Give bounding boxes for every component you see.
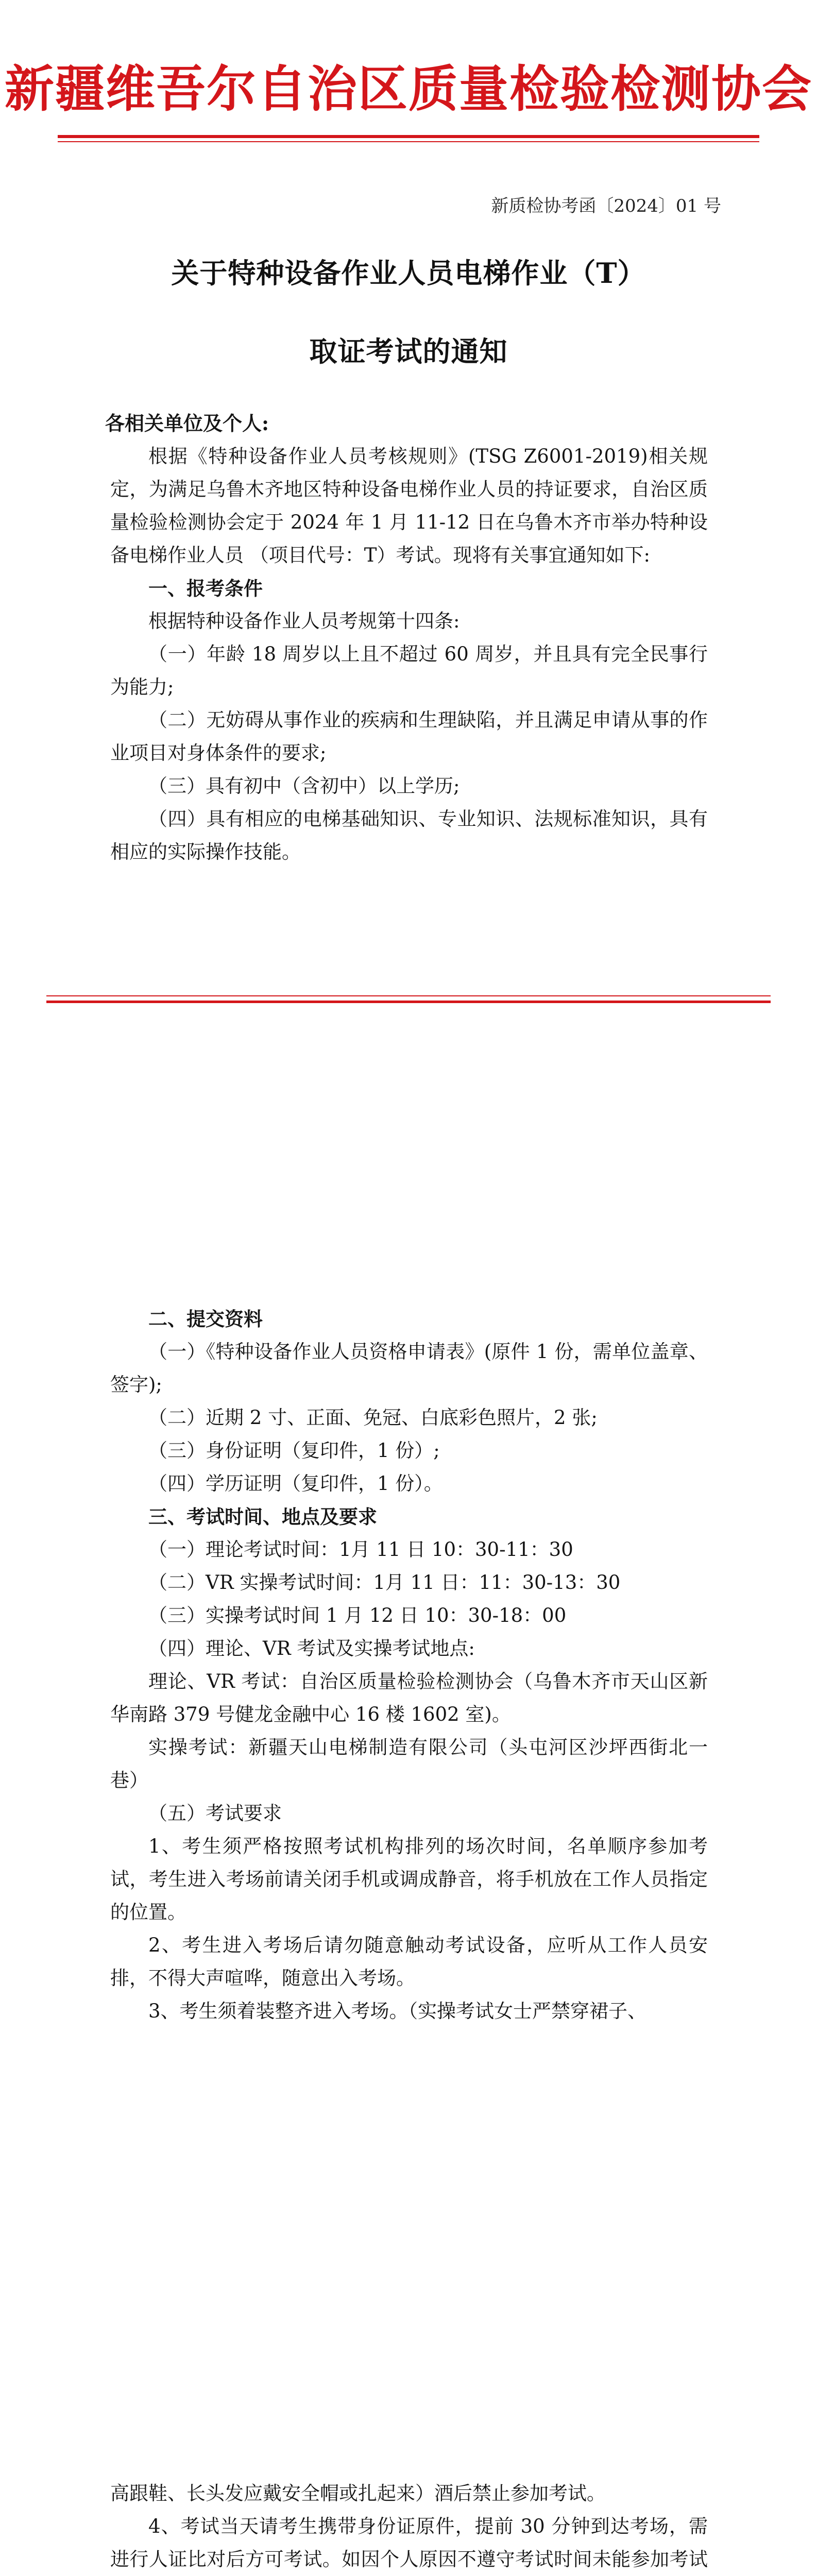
material-item-3: （三）身份证明（复印件，1 份）; (148, 1439, 440, 1462)
condition-item-3: （三）具有初中（含初中）以上学历; (148, 775, 460, 797)
exam-requirement-3-part-2: 高跟鞋、长头发应戴安全帽或扎起来）酒后禁止参加考试。 (110, 2482, 606, 2504)
document-number: 新质检协考函〔2024〕01 号 (491, 196, 721, 216)
section-2-heading: 二、提交资料 (148, 1308, 263, 1330)
exam-time-3: （三）实操考试时间 1 月 12 日 10：30-18：00 (148, 1604, 567, 1626)
exam-requirement-4: 4、考试当天请考生携带身份证原件，提前 30 分钟到达考场，需进行人证比对后方可考试。如因个人原因不遵守考试时间未能参加考试 (110, 2515, 708, 2570)
exam-time-1: （一）理论考试时间：1月 11 日 10：30-11：30 (148, 1538, 573, 1561)
exam-location-heading: （四）理论、VR 考试及实操考试地点: (148, 1637, 475, 1659)
page-break-rule-top (46, 995, 771, 996)
theory-exam-location: 理论、VR 考试：自治区质量检验检测协会（乌鲁木齐市天山区新华南路 379 号健龙金融中心 16 楼 1602 室)。 (110, 1670, 708, 1725)
practical-exam-location: 实操考试：新疆天山电梯制造有限公司（头屯河区沙坪西街北一巷） (110, 1736, 708, 1791)
exam-requirements-heading: （五）考试要求 (148, 1802, 282, 1824)
section-1-lead: 根据特种设备作业人员考规第十四条: (148, 610, 460, 632)
addressee: 各相关单位及个人: (105, 412, 269, 435)
exam-requirement-1: 1、考生须严格按照考试机构排列的场次时间，名单顺序参加考试，考生进入考场前请关闭手机或调成静音，将手机放在工作人员指定的位置。 (110, 1835, 708, 1923)
material-item-4: （四）学历证明（复印件，1 份）。 (148, 1472, 443, 1495)
section-1-heading: 一、报考条件 (148, 577, 263, 600)
material-item-2: （二）近期 2 寸、正面、免冠、白底彩色照片，2 张; (148, 1406, 598, 1429)
header-red-rule-thin (58, 141, 759, 142)
exam-requirement-3-part-1: 3、考生须着装整齐进入考场。（实操考试女士严禁穿裙子、 (148, 2000, 647, 2022)
condition-item-1: （一）年龄 18 周岁以上且不超过 60 周岁，并且具有完全民事行为能力; (110, 643, 708, 698)
page-2-body (110, 1302, 708, 2028)
intro-paragraph: 根据《特种设备作业人员考核规则》(TSG Z6001-2019)相关规定，为满足乌鲁木齐地区特种设备电梯作业人员的持证要求，自治区质量检验检测协会定于 2024 年 1 月 11-12 日在乌鲁木齐市举办特种设备电梯作业人员 （项目代号：T）考试。现将有关事宜通知如下: (110, 445, 708, 566)
page-1-body (105, 407, 708, 869)
material-item-1: （一）《特种设备作业人员资格申请表》(原件 1 份，需单位盖章、签字); (110, 1341, 708, 1396)
condition-item-4: （四）具有相应的电梯基础知识、专业知识、法规标准知识，具有相应的实际操作技能。 (110, 808, 708, 863)
notice-title-line-2: 取证考试的通知 (309, 335, 508, 368)
exam-requirement-2: 2、考生进入考场后请勿随意触动考试设备，应听从工作人员安排，不得大声喧哗，随意出入考场。 (110, 1934, 708, 1989)
notice-title-line-1: 关于特种设备作业人员电梯作业（T） (171, 257, 646, 290)
page-3-body (110, 2477, 708, 2576)
condition-item-2: （二）无妨碍从事作业的疾病和生理缺陷，并且满足申请从事的作业项目对身体条件的要求; (110, 709, 708, 764)
exam-time-2: （二）VR 实操考试时间：1月 11 日：11：30-13：30 (148, 1571, 621, 1594)
org-header-title: 新疆维吾尔自治区质量检验检测协会 (5, 60, 812, 118)
section-3-heading: 三、考试时间、地点及要求 (148, 1505, 377, 1528)
page-break-rule-bottom (46, 1001, 771, 1003)
header-red-rule-thick (58, 135, 759, 138)
